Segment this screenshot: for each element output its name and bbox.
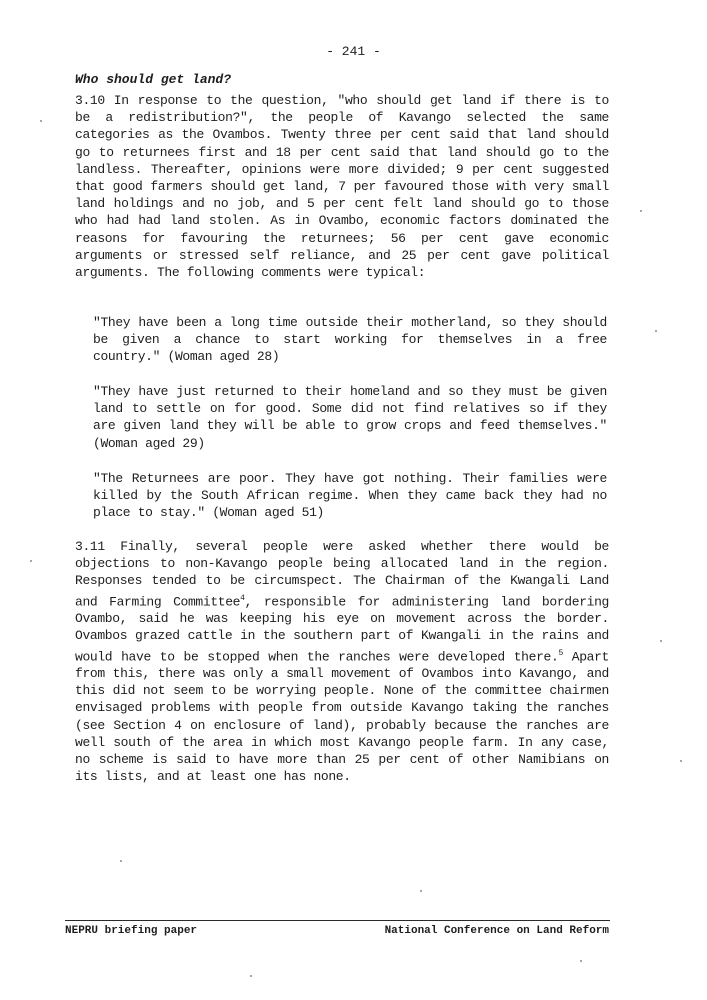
quote-2: "They have just returned to their homeland and so they must be given land to settle on for good. Some did not find relatives so if they are given land they will be able to grow crops and feed themselves." (Woman aged 29) <box>93 384 607 451</box>
footnote-ref-4: 4 <box>240 593 245 603</box>
scan-speck <box>660 640 662 642</box>
scan-speck <box>640 210 642 212</box>
scan-speck <box>30 560 32 562</box>
paragraph-3-11 <box>75 538 609 786</box>
paragraph-3-11-part-2: , responsible for administering land bordering Ovambo, said he was keeping his eye on movement across the border. Ovambos grazed cattle in the southern part of Kwangali in the rains and would have to be stopped when the ranches were developed there. <box>75 593 609 664</box>
scan-speck <box>120 860 122 862</box>
footer-rule <box>65 920 610 921</box>
scan-speck <box>680 760 682 762</box>
quote-1: "They have been a long time outside their motherland, so they should be given a chance to start working for themselves in a free country." (Woman aged 28) <box>93 315 607 365</box>
page-number: - 241 - <box>326 44 381 59</box>
scan-speck <box>420 890 422 892</box>
footnote-ref-5: 5 <box>558 648 563 658</box>
section-heading: Who should get land? <box>75 72 232 87</box>
paragraph-3-11-part-3: Apart from this, there was only a small movement of Ovambos into Kavango, and this did not seem to be worrying people. None of the committee chairmen envisaged problems with people from outside Kavango taking the ranches (see Section 4 on enclosure of land), probably because the ranches are well south of the area in which most Kavango people farm. In any case, no scheme is said to have more than 25 per cent of other Namibians on its lists, and at least one has none. <box>75 648 609 785</box>
paragraph-3-11-part-1: 3.11 Finally, several people were asked whether there would be objections to non-Kavango people being allocated land in the region. Responses tended to be circumspect. The Chairman of the Kwangali Land and Farming Committee <box>75 539 609 609</box>
paragraph-3-10: 3.10 In response to the question, "who should get land if there is to be a redistribution?", the people of Kavango selected the same categories as the Ovambos. Twenty three per cent said that land should go to returnees first and 18 per cent said that land should go to the landless. Thereafter, opinions were more divided; 9 per cent suggested that good farmers should get land, 7 per favoured those with very small land holdings and no job, and 5 per cent felt land should go to those who had had land stolen. As in Ovambo, economic factors dominated the reasons for favouring the returnees; 56 per cent gave economic arguments or stressed self reliance, and 25 per cent gave political arguments. The following comments were typical: <box>75 93 609 281</box>
footer-right-text: National Conference on Land Reform <box>384 925 609 937</box>
footer-left-text: NEPRU briefing paper <box>65 925 198 937</box>
scan-speck <box>655 330 657 332</box>
scan-speck <box>580 960 582 962</box>
scan-speck <box>40 120 42 122</box>
scan-speck <box>250 975 252 977</box>
quote-3: "The Returnees are poor. They have got nothing. Their families were killed by the South African regime. When they came back they had no place to stay." (Woman aged 51) <box>93 471 607 521</box>
